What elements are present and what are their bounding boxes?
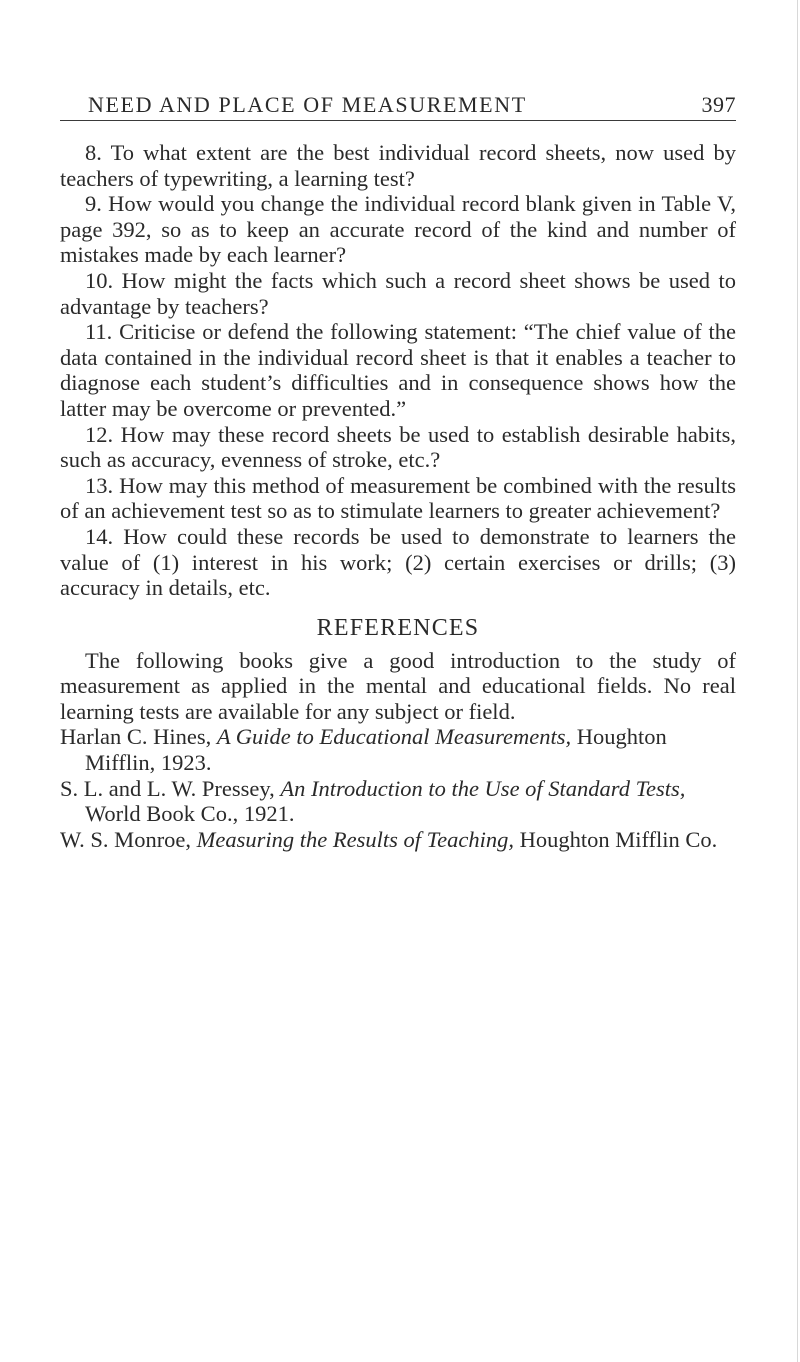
reference-author: Harlan C. Hines,	[60, 724, 212, 750]
page-number: 397	[701, 92, 736, 117]
question-item	[60, 191, 736, 268]
question-text: How could these records be used to demonstrate to learners the value of (1) interest in his work; (2) certain exercises or drills; (3) accuracy in details, etc.	[60, 523, 736, 601]
question-text: Criticise or defend the following statement: “The chief value of the data contained in the individual record sheet is that it enables a teacher to diagnose each student’s difficulties and in consequence shows how the latter may be overcome or prevented.”	[60, 319, 737, 421]
reference-entry	[60, 776, 736, 827]
question-number: 13.	[85, 472, 114, 498]
question-item	[60, 524, 736, 601]
reference-entry	[60, 827, 736, 853]
question-number: 8.	[85, 140, 102, 165]
references-intro: The following books give a good introduction to the study of measurement as applied in the mental and educational fields. No real learning tests are available for any subject or field.	[60, 647, 736, 724]
reference-publisher: Houghton Mifflin, 1923.	[85, 724, 667, 776]
reference-author: W. S. Monroe,	[60, 826, 192, 852]
running-header	[60, 88, 736, 121]
question-text: How may this method of measurement be combined with the results of an achievement test so as to stimulate learners to greater achievement?	[60, 472, 737, 524]
question-number: 12.	[85, 421, 114, 447]
page-edge-line	[797, 0, 798, 1362]
references-heading: REFERENCES	[316, 614, 480, 641]
question-text: How would you change the individual record blank given in Table V, page 392, so as to keep an accurate record of the kind and number of mistakes made by each learner?	[60, 191, 736, 268]
reference-title: An Introduction to the Use of Standard Tests,	[280, 775, 686, 801]
reference-title: Measuring the Results of Teaching,	[196, 826, 514, 852]
question-number: 11.	[85, 319, 113, 345]
reference-publisher: Houghton Mifflin Co.	[519, 826, 718, 852]
question-text: To what extent are the best individual record sheets, now used by teachers of typewriting, a learning test?	[60, 140, 737, 191]
reference-entry	[60, 724, 736, 775]
question-number: 10.	[85, 267, 114, 293]
question-text: How may these record sheets be used to establish desirable habits, such as accuracy, evenness of stroke, etc.?	[60, 421, 737, 473]
page-body	[60, 140, 736, 852]
question-number: 9.	[85, 191, 102, 217]
question-number: 14.	[85, 523, 114, 549]
question-item	[60, 268, 736, 319]
reference-title: A Guide to Educational Measurements,	[216, 724, 572, 750]
question-item	[60, 140, 736, 191]
question-item	[60, 473, 736, 524]
question-item	[60, 319, 736, 421]
question-item	[60, 422, 736, 473]
question-text: How might the facts which such a record sheet shows be used to advantage by teachers?	[60, 267, 737, 319]
running-header-title: NEED AND PLACE OF MEASUREMENT	[88, 92, 527, 117]
reference-author: S. L. and L. W. Pressey,	[60, 775, 275, 801]
reference-publisher: World Book Co., 1921.	[85, 801, 295, 827]
